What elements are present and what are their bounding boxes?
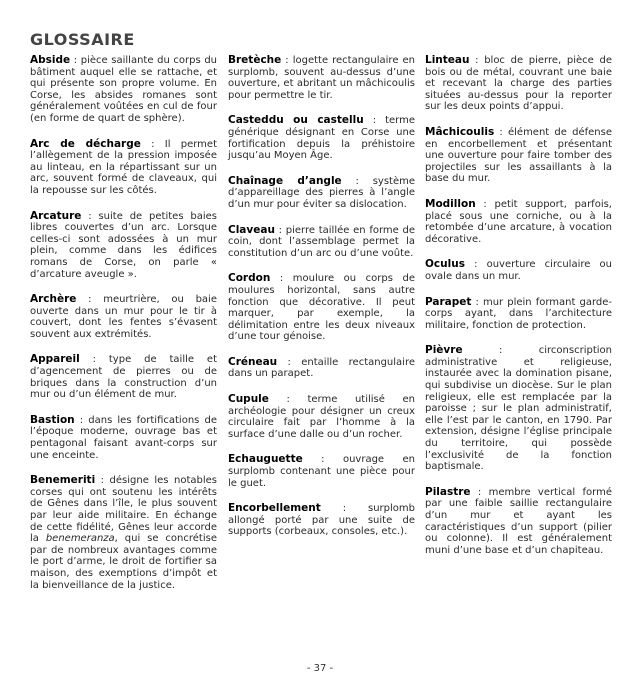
glossary-entry-archere: Archère : meurtrière, ou baie ouverte dans un mur pour le tir à couvert, dont les fentes s’évasent souvent aux extrémités. xyxy=(30,293,217,340)
entry-term: Arc de décharge xyxy=(30,137,141,150)
entry-term: Benemeriti xyxy=(30,474,96,487)
entry-term: Pilastre xyxy=(425,485,471,498)
glossary-entry-bastion: Bastion : dans les fortifications de l’époque moderne, ouvrage bas et pentagonal faisant avant-corps sur une enceinte. xyxy=(30,413,217,461)
entry-term: Bastion xyxy=(30,413,75,426)
glossary-entry-chainage-d-angle: Chaînage d’angle : système d’appareillage des pierres à l’angle d’un mur pour éviter sa dislocation. xyxy=(228,174,415,210)
glossary-entry-breteche: Bretèche : logette rectangulaire en surplomb, souvent au-dessus d’une ouverture, et abritant un mâchicoulis pour permettre le tir. xyxy=(228,54,415,101)
entry-term: Echauguette xyxy=(228,453,303,466)
entry-definition: pièce saillante du corps du bâtiment auquel elle se rattache, et qui présente son propre volume. En Corse, les absides romanes sont généralement voûtées en cul de four (en forme de quart de sphère). xyxy=(30,55,218,124)
entry-term: Oculus xyxy=(425,258,465,271)
entry-definition: élément de défense en encorbellement et présentant une ouverture pour faire tomber des projectiles sur les assaillants à la base du mur. xyxy=(425,126,612,185)
entry-definition: logette rectangulaire en surplomb, souvent au-dessus d’une ouverture, et abritant un mâchicoulis pour permettre le tir. xyxy=(228,55,415,101)
entry-definition: ouverture circulaire ou ovale dans un mur. xyxy=(425,259,612,282)
entry-term: Créneau xyxy=(228,355,278,368)
entry-definition: petit support, parfois, placé sous une corniche, ou à la retombée d’une arcature, à vocation décorative. xyxy=(425,198,612,245)
glossary-entry-benemeriti: Benemeriti : désigne les notables corses qui ont soutenu les intérêts de Gênes dans l’île, le plus souvent par leur aide militaire. En échange de cette fidélité, Gênes leur accorde la benemeranza, qui se concrétise par de nombreux avantages comme le port d’arme, le droit de fortifier sa maison, des exemptions d’impôt et la bienveillance de la justice. xyxy=(30,474,217,591)
entry-definition: ouvrage en surplomb contenant une pièce pour le guet. xyxy=(228,454,415,489)
entry-term: Linteau xyxy=(425,54,470,66)
glossary-entry-machicoulis: Mâchicoulis : élément de défense en encorbellement et présentant une ouverture pour faire tomber des projectiles sur les assaillants à la base du mur. xyxy=(425,125,612,185)
glossary-entry-oculus: Oculus : ouverture circulaire ou ovale dans un mur. xyxy=(425,258,612,282)
entry-definition: Il permet l’allègement de la pression imposée au linteau, en la répartissant sur un arc, souvent formé de claveaux, qui la repousse sur les côtés. xyxy=(30,138,217,196)
glossary-entry-cupule: Cupule : terme utilisé en archéologie pour désigner un creux circulaire fait par l’homme à la surface d’une dalle ou d’un rocher. xyxy=(228,393,415,440)
entry-term: Cupule xyxy=(228,393,269,406)
glossary-column-2 xyxy=(228,55,415,552)
glossary-entry-casteddu: Casteddu ou castellu : terme générique désignant en Corse une fortification depuis la préhistoire jusqu’au Moyen Âge. xyxy=(228,114,415,162)
entry-term: Mâchicoulis xyxy=(425,125,495,138)
glossary-entry-pilastre: Pilastre : membre vertical formé par une faible saillie rectangulaire d’un mur et ayant les caractéristiques d’un support (pilier ou colonne). Il est généralement muni d’une base et d’un chapiteau. xyxy=(425,485,612,556)
entry-definition: terme générique désignant en Corse une fortification depuis la préhistoire jusqu’au Moyen Âge. xyxy=(228,115,415,162)
entry-definition: bloc de pierre, pièce de bois ou de métal, couvrant une baie et recevant la charge des parties situées au-dessus pour la reporter sur les deux points d’appui. xyxy=(425,55,612,113)
glossary-entry-arc-de-decharge: Arc de décharge : Il permet l’allègement de la pression imposée au linteau, en la répartissant sur un arc, souvent formé de claveaux, qui la repousse sur les côtés. xyxy=(30,137,217,196)
entry-term: Arcature xyxy=(30,209,82,222)
entry-definition-continued: , qui se concrétise par de nombreux avantages comme le port d’arme, le droit de fortifier sa maison, des exemptions d’impôt et la bienveillance de la justice. xyxy=(30,533,217,591)
entry-definition: terme utilisé en archéologie pour désigner un creux circulaire fait par l’homme à la surface d’une dalle ou d’un rocher. xyxy=(228,394,415,440)
entry-definition: meurtrière, ou baie ouverte dans un mur pour le tir à couvert, dont les fentes s’évasent souvent aux extrémités. xyxy=(30,294,217,340)
glossary-entry-claveau: Claveau : pierre taillée en forme de coin, dont l’assemblage permet la constitution d’un arc ou d’une voûte. xyxy=(228,223,415,259)
glossary-entry-abside: Abside : pièce saillante du corps du bâtiment auquel elle se rattache, et qui présente son propre volume. En Corse, les absides romanes sont généralement voûtées en cul de four (en forme de quart de sphère). xyxy=(30,54,218,124)
entry-term: Bretèche xyxy=(228,54,282,66)
entry-term: Cordon xyxy=(228,272,271,285)
entry-definition: système d’appareillage des pierres à l’angle d’un mur pour éviter sa dislocation. xyxy=(228,175,415,210)
entry-term: Parapet xyxy=(425,295,472,308)
entry-term: Abside xyxy=(30,54,71,66)
entry-definition: mur plein formant garde-corps ayant, dans l’architecture militaire, fonction de protection. xyxy=(425,296,612,331)
entry-definition: type de taille et d’agencement de pierres ou de briques dans la construction d’un mur ou d’un élément de mur. xyxy=(30,354,217,401)
glossary-entry-encorbellement: Encorbellement : surplomb allongé porté par une suite de supports (corbeaux, consoles, etc.). xyxy=(228,502,415,538)
entry-definition-italic: benemeranza xyxy=(45,533,115,545)
glossary-column-1 xyxy=(30,55,217,605)
page-number: - 37 - xyxy=(306,663,334,674)
entry-term: Pièvre xyxy=(425,344,463,357)
glossary-entry-appareil: Appareil : type de taille et d’agencement de pierres ou de briques dans la construction d’un mur ou d’un élément de mur. xyxy=(30,353,217,401)
entry-term: Encorbellement xyxy=(228,502,321,515)
glossary-entry-pieve: Pièvre : circonscription administrative et religieuse, instaurée avec la domination pisane, qui subdivise un diocèse. Sur le plan religieux, elle est remplacée par la paroisse ; sur le plan administratif, elle l’est par le canton, en 1790. Par extension, désigne l’église principale du territoire, qui possède l’exclusivité de la fonction baptismale. xyxy=(425,344,612,473)
entry-term: Modillon xyxy=(425,197,476,210)
entry-term: Appareil xyxy=(30,353,80,366)
entry-definition: dans les fortifications de l’époque moderne, ouvrage bas et pentagonal faisant avant-corps sur une enceinte. xyxy=(30,414,217,461)
page-title: GLOSSAIRE xyxy=(30,30,135,49)
glossary-entry-modillon: Modillon : petit support, parfois, placé sous une corniche, ou à la retombée d’une arcature, à vocation décorative. xyxy=(425,197,612,245)
entry-definition: membre vertical formé par une faible saillie rectangulaire d’un mur et ayant les caractéristiques d’un support (pilier ou colonne). Il est généralement muni d’une base et d’un chapiteau. xyxy=(425,486,612,556)
glossary-column-3 xyxy=(425,55,612,570)
glossary-entry-parapet: Parapet : mur plein formant garde-corps ayant, dans l’architecture militaire, fonction de protection. xyxy=(425,295,612,331)
entry-term: Claveau xyxy=(228,223,275,236)
entry-definition: entaille rectangulaire dans un parapet. xyxy=(228,356,415,380)
entry-definition: suite de petites baies libres couvertes d’un arc. Lorsque celles-ci sont adossées à un mur plein, comme dans les édifices romans de Corse, on parle « d’arcature aveugle ». xyxy=(30,210,217,280)
glossary-entry-linteau: Linteau : bloc de pierre, pièce de bois ou de métal, couvrant une baie et recevant la charge des parties situées au-dessus pour la reporter sur les deux points d’appui. xyxy=(425,54,612,113)
entry-definition: surplomb allongé porté par une suite de supports (corbeaux, consoles, etc.). xyxy=(228,503,415,538)
glossary-entry-arcature: Arcature : suite de petites baies libres couvertes d’un arc. Lorsque celles-ci sont adossées à un mur plein, comme dans les édifices romans de Corse, on parle « d’arcature aveugle ». xyxy=(30,209,217,280)
glossary-entry-creneau: Créneau : entaille rectangulaire dans un parapet. xyxy=(228,355,415,380)
glossary-entry-cordon: Cordon : moulure ou corps de moulures horizontal, sans autre fonction que décorative. Il peut marquer, par exemple, la délimitation entre les deux niveaux d’une tour génoise. xyxy=(228,272,415,343)
glossary-entry-echauguette: Echauguette : ouvrage en surplomb contenant une pièce pour le guet. xyxy=(228,453,415,489)
entry-definition: pierre taillée en forme de coin, dont l’assemblage permet la constitution d’un arc ou d’une voûte. xyxy=(228,224,415,259)
entry-term: Casteddu ou castellu xyxy=(228,114,364,127)
entry-term: Archère xyxy=(30,293,77,306)
entry-definition: désigne les notables corses qui ont soutenu les intérêts de Gênes dans l’île, le plus souvent par leur aide militaire. En échange de cette fidélité, Gênes leur accorde la xyxy=(30,475,217,545)
entry-definition: moulure ou corps de moulures horizontal, sans autre fonction que décorative. Il peut marquer, par exemple, la délimitation entre les deux niveaux d’une tour génoise. xyxy=(228,273,415,343)
entry-definition: circonscription administrative et religieuse, instaurée avec la domination pisane, qui subdivise un diocèse. Sur le plan religieux, elle est remplacée par la paroisse ; sur le plan administratif, elle l’est par le canton, en 1790. Par extension, désigne l’église principale du territoire, qui possède l’exclusivité de la fonction baptismale. xyxy=(425,345,612,473)
entry-term: Chaînage d’angle xyxy=(228,174,342,187)
